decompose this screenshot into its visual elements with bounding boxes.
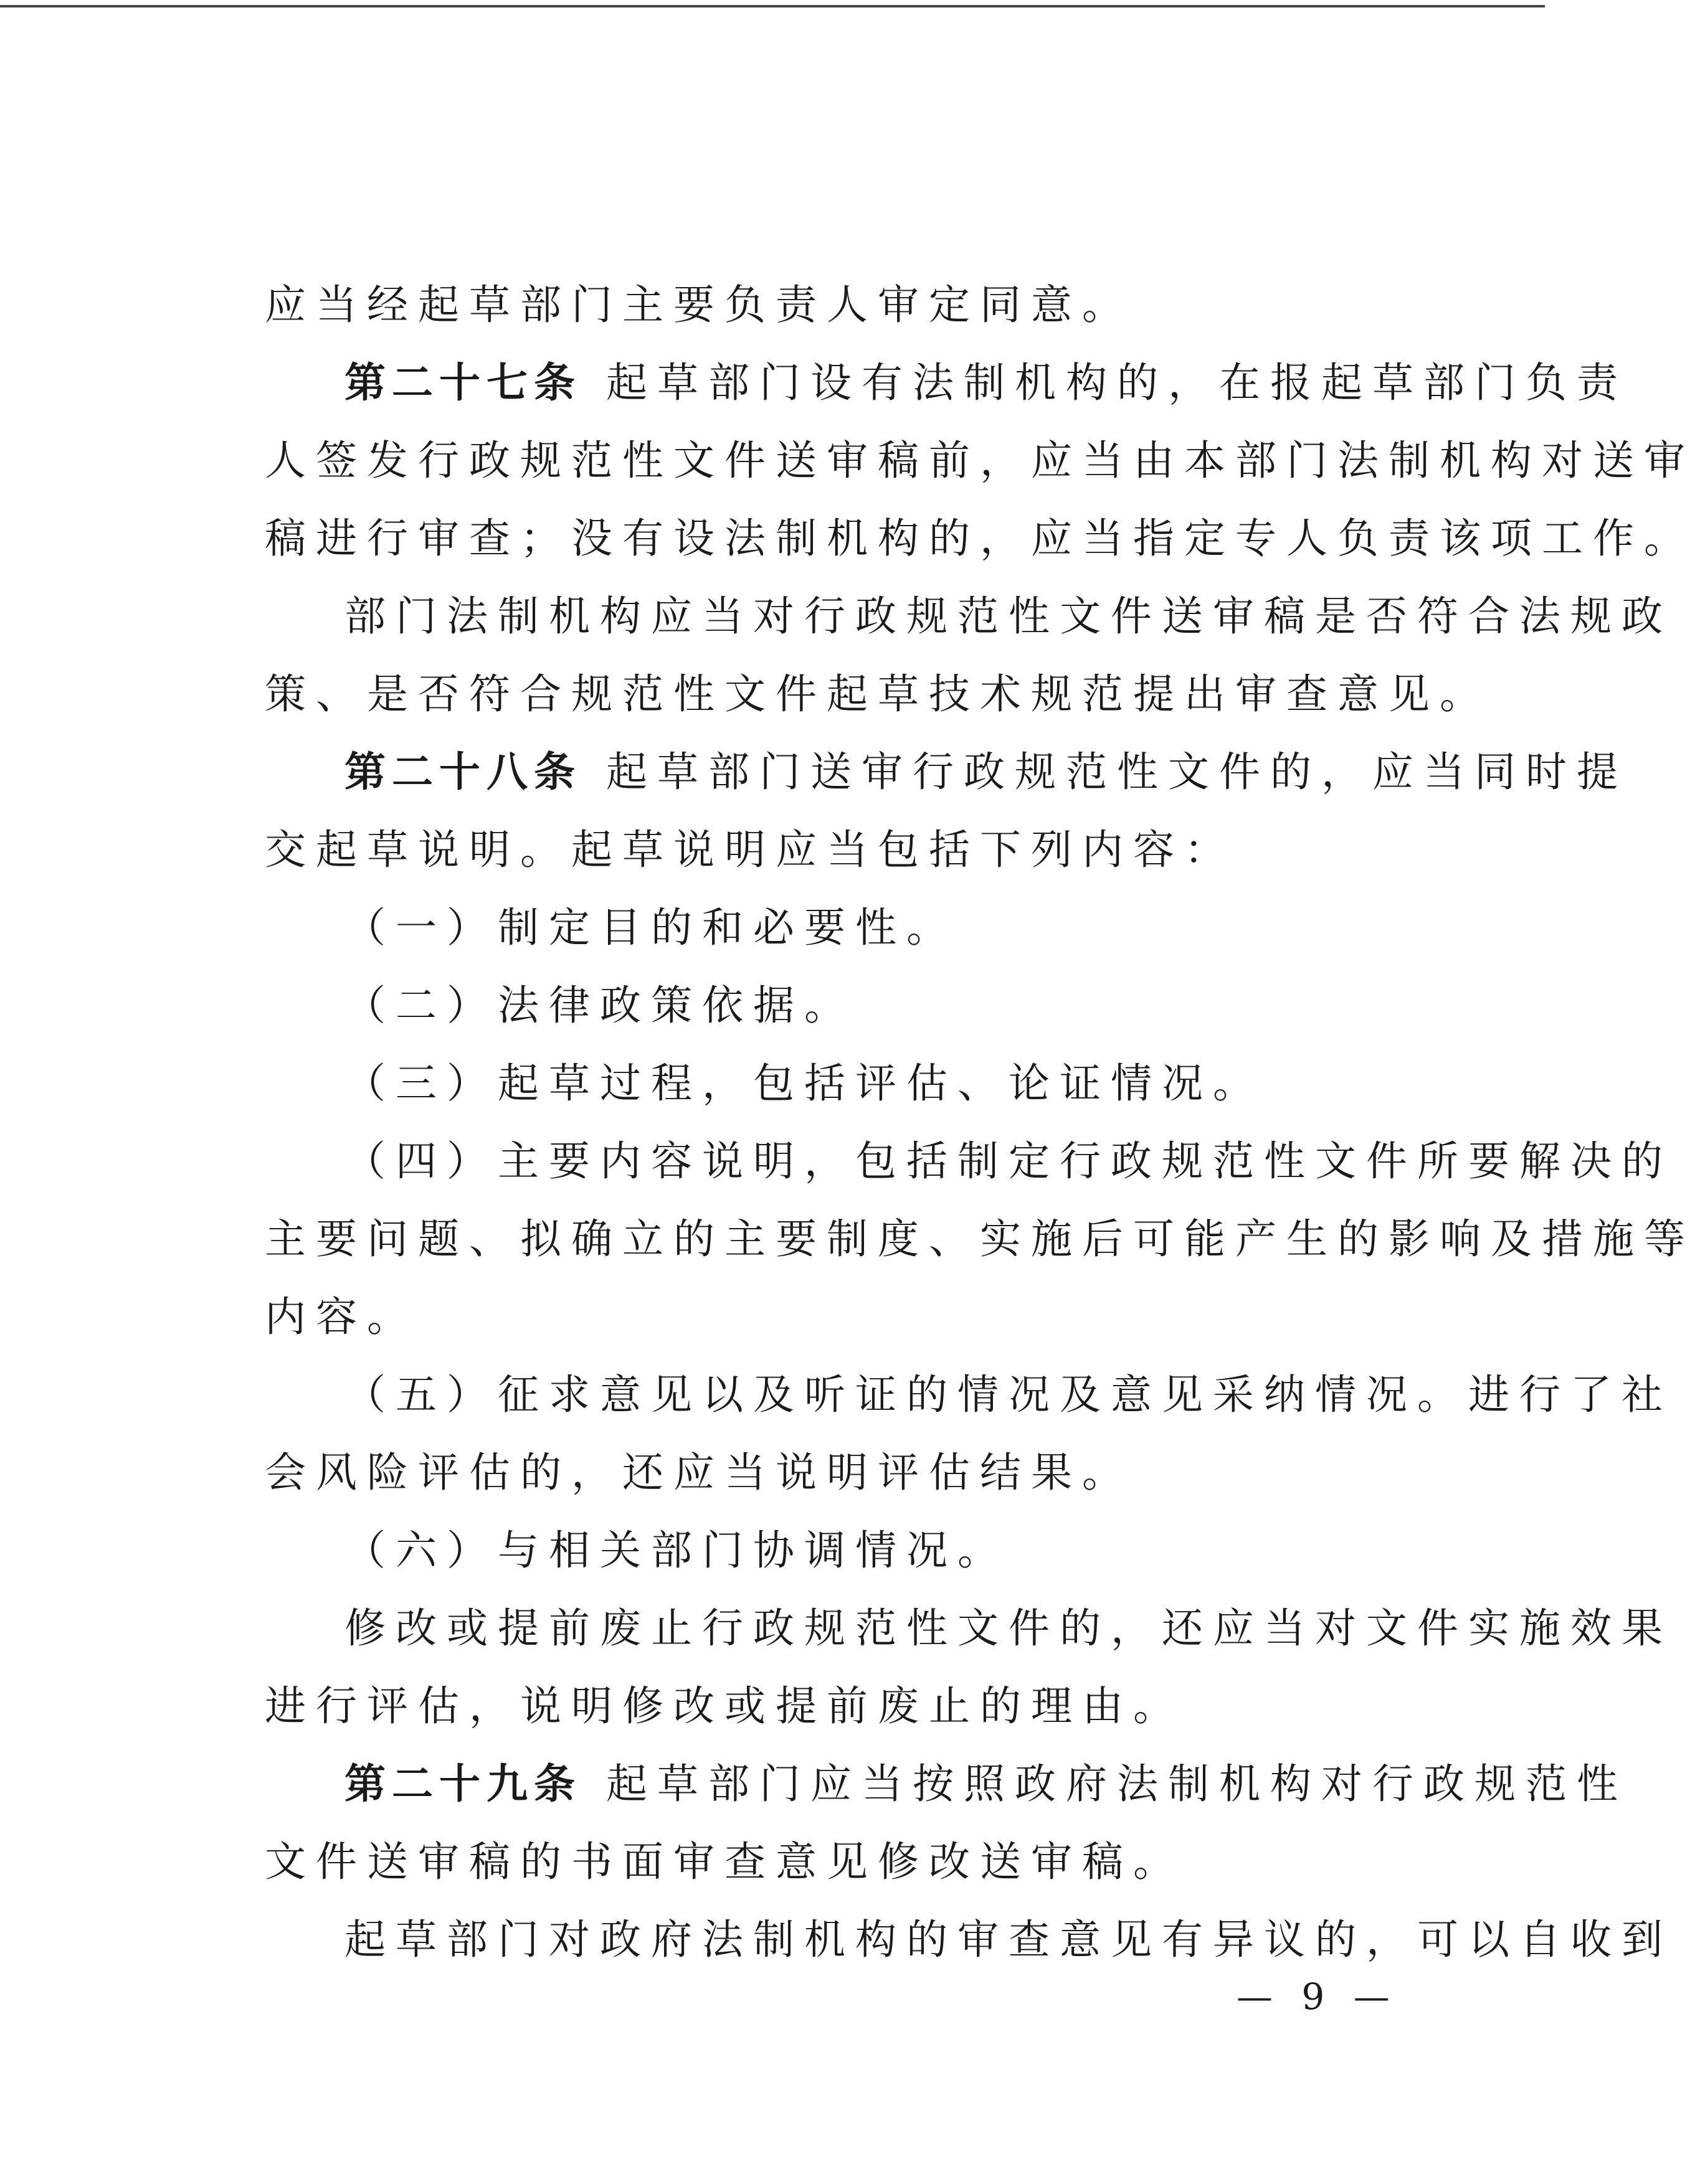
text-line: 起草部门设有法制机构的，在报起草部门负责 (606, 359, 1628, 407)
list-item: （五）征求意见以及听证的情况及意见采纳情况。进行了社 (344, 1371, 1673, 1419)
text-line: 进行评估，说明修改或提前废止的理由。 (265, 1682, 1184, 1730)
text-line: 部门法制机构应当对行政规范性文件送审稿是否符合法规政 (344, 592, 1673, 640)
article-28-line (344, 747, 1628, 797)
text-line: 修改或提前废止行政规范性文件的，还应当对文件实施效果 (344, 1604, 1673, 1652)
list-item: （一）制定目的和必要性。 (344, 904, 957, 952)
article-heading: 第二十八条 (344, 748, 581, 796)
text-line: 主要问题、拟确立的主要制度、实施后可能产生的影响及措施等 (265, 1215, 1695, 1263)
text-line: 应当经起草部门主要负责人审定同意。 (265, 281, 1133, 329)
text-line: 会风险评估的，还应当说明评估结果。 (265, 1449, 1133, 1496)
article-29-line (344, 1759, 1628, 1809)
page-number: — 9 — (1237, 1975, 1398, 2018)
text-line: 文件送审稿的书面审查意见修改送审稿。 (265, 1838, 1184, 1886)
text-line: 起草部门送审行政规范性文件的，应当同时提 (606, 748, 1628, 796)
text-line: 策、是否符合规范性文件起草技术规范提出审查意见。 (265, 670, 1491, 718)
scan-top-border (0, 5, 1545, 7)
text-line: 人签发行政规范性文件送审稿前，应当由本部门法制机构对送审 (265, 437, 1695, 485)
text-line: 稿进行审查；没有设法制机构的，应当指定专人负责该项工作。 (265, 514, 1695, 562)
text-line: 交起草说明。起草说明应当包括下列内容： (265, 826, 1235, 874)
list-item: （三）起草过程，包括评估、论证情况。 (344, 1059, 1264, 1107)
article-27-line (344, 358, 1628, 408)
list-item: （四）主要内容说明，包括制定行政规范性文件所要解决的 (344, 1137, 1673, 1185)
article-heading: 第二十九条 (344, 1760, 581, 1808)
list-item: （六）与相关部门协调情况。 (344, 1526, 1009, 1574)
article-heading: 第二十七条 (344, 359, 581, 407)
text-line: 起草部门应当按照政府法制机构对行政规范性 (606, 1760, 1628, 1808)
text-line: 起草部门对政府法制机构的审查意见有异议的，可以自收到 (344, 1916, 1673, 1964)
text-line: 内容。 (265, 1293, 418, 1341)
list-item: （二）法律政策依据。 (344, 981, 855, 1029)
